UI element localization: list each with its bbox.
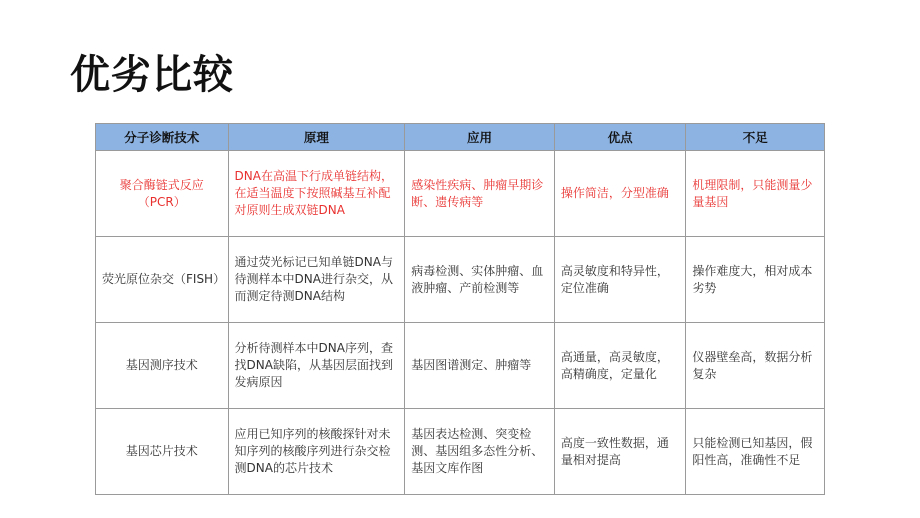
comparison-table: [95, 123, 825, 495]
cell-advantages: 高度一致性数据，通量相对提高: [554, 409, 686, 495]
column-header-advantages: 优点: [554, 124, 686, 151]
cell-principle: 应用已知序列的核酸探针对未知序列的核酸序列进行杂交检测DNA的芯片技术: [228, 409, 405, 495]
cell-technique: 基因芯片技术: [96, 409, 229, 495]
cell-application: 基因图谱测定、肿瘤等: [405, 323, 555, 409]
table-header-row: [96, 124, 825, 151]
column-header-disadvantages: 不足: [686, 124, 825, 151]
cell-application: 病毒检测、实体肿瘤、血液肿瘤、产前检测等: [405, 237, 555, 323]
page-title: 优劣比较: [70, 52, 234, 98]
cell-disadvantages: 仪器壁垒高，数据分析复杂: [686, 323, 825, 409]
cell-technique: 聚合酶链式反应（PCR）: [96, 151, 229, 237]
cell-disadvantages: 操作难度大，相对成本劣势: [686, 237, 825, 323]
cell-application: 感染性疾病、肿瘤早期诊断、遗传病等: [405, 151, 555, 237]
cell-technique: 荧光原位杂交（FISH）: [96, 237, 229, 323]
cell-principle: 分析待测样本中DNA序列，查找DNA缺陷，从基因层面找到发病原因: [228, 323, 405, 409]
cell-principle: DNA在高温下行成单链结构，在适当温度下按照碱基互补配对原则生成双链DNA: [228, 151, 405, 237]
cell-principle: 通过荧光标记已知单链DNA与待测样本中DNA进行杂交，从而测定待测DNA结构: [228, 237, 405, 323]
table-row-pcr: [96, 151, 825, 237]
cell-advantages: 操作简洁，分型准确: [554, 151, 686, 237]
column-header-principle: 原理: [228, 124, 405, 151]
cell-application: 基因表达检测、突变检测、基因组多态性分析、基因文库作图: [405, 409, 555, 495]
column-header-technique: 分子诊断技术: [96, 124, 229, 151]
cell-disadvantages: 只能检测已知基因，假阳性高，准确性不足: [686, 409, 825, 495]
cell-advantages: 高通量，高灵敏度，高精确度，定量化: [554, 323, 686, 409]
table-row-sequencing: [96, 323, 825, 409]
cell-disadvantages: 机理限制，只能测量少量基因: [686, 151, 825, 237]
table-row-fish: [96, 237, 825, 323]
table-row-microarray: [96, 409, 825, 495]
cell-technique: 基因测序技术: [96, 323, 229, 409]
cell-advantages: 高灵敏度和特异性，定位准确: [554, 237, 686, 323]
column-header-application: 应用: [405, 124, 555, 151]
